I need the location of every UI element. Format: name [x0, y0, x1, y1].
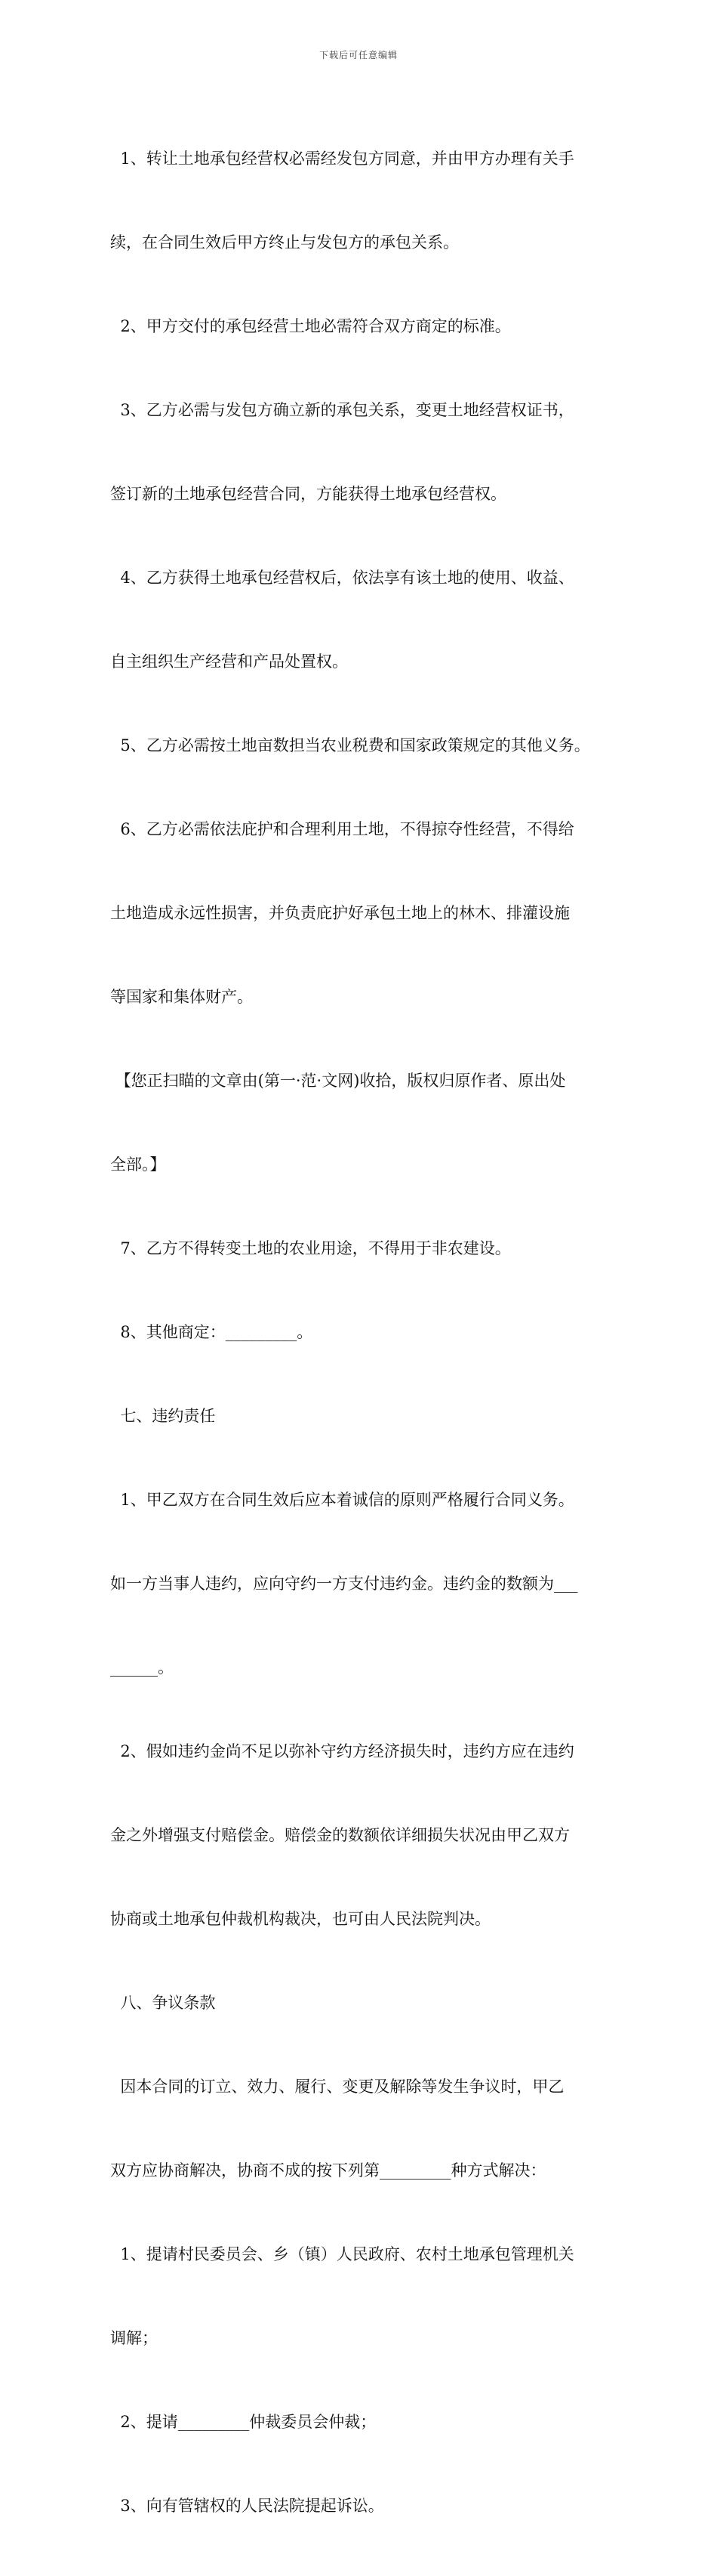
- text-line: 2、甲方交付的承包经营土地必需符合双方商定的标准。: [110, 317, 511, 335]
- text-line: 自主组织生产经营和产品处置权。: [110, 652, 348, 671]
- text-line: 双方应协商解决，协商不成的按下列第_________种方式解决：: [110, 2161, 546, 2180]
- text-line: 【您正扫瞄的文章由(第一·范·文网)收拾，版权归原作者、原出处: [110, 1072, 566, 1090]
- text-line: 6、乙方必需依法庇护和合理利用土地，不得掠夺性经营，不得给: [110, 820, 574, 838]
- text-line: 金之外增强支付赔偿金。赔偿金的数额依详细损失状况由甲乙双方: [110, 1826, 570, 1844]
- text-line: ______。: [110, 1658, 174, 1677]
- text-line: 签订新的土地承包经营合同，方能获得土地承包经营权。: [110, 485, 506, 503]
- text-line: 如一方当事人违约，应向守约一方支付违约金。违约金的数额为___: [110, 1575, 578, 1593]
- section-heading: 八、争议条款: [110, 1994, 216, 2012]
- document-body: [110, 89, 614, 2576]
- text-line: 8、其他商定：_________。: [110, 1323, 313, 1341]
- text-line: 因本合同的订立、效力、履行、变更及解除等发生争议时，甲乙: [110, 2078, 565, 2096]
- page-header: 下载后可任意编辑: [318, 50, 398, 60]
- text-line: 土地造成永远性损害，并负责庇护好承包土地上的林木、排灌设施: [110, 904, 570, 922]
- text-line: 5、乙方必需按土地亩数担当农业税费和国家政策规定的其他义务。: [110, 736, 590, 754]
- text-line: 续，在合同生效后甲方终止与发包方的承包关系。: [110, 233, 459, 251]
- text-line: 2、假如违约金尚不足以弥补守约方经济损失时，违约方应在违约: [110, 1742, 574, 1760]
- text-line: 3、乙方必需与发包方确立新的承包关系，变更土地经营权证书，: [110, 401, 574, 419]
- section-heading: 七、违约责任: [110, 1407, 216, 1425]
- text-line: 2、提请_________仲裁委员会仲裁；: [110, 2413, 377, 2431]
- text-line: 1、甲乙双方在合同生效后应本着诚信的原则严格履行合同义务。: [110, 1491, 574, 1509]
- text-line: 1、转让土地承包经营权必需经发包方同意，并由甲方办理有关手: [110, 150, 574, 168]
- text-line: 调解；: [110, 2329, 158, 2347]
- text-line: 4、乙方获得土地承包经营权后，依法享有该土地的使用、收益、: [110, 569, 574, 587]
- text-line: 1、提请村民委员会、乡（镇）人民政府、农村土地承包管理机关: [110, 2245, 574, 2263]
- text-line: 等国家和集体财产。: [110, 988, 253, 1006]
- text-line: 全部。】: [110, 1155, 166, 1174]
- text-line: 协商或土地承包仲裁机构裁决，也可由人民法院判决。: [110, 1910, 491, 1928]
- text-line: 3、向有管辖权的人民法院提起诉讼。: [110, 2497, 384, 2515]
- text-line: 7、乙方不得转变土地的农业用途，不得用于非农建设。: [110, 1239, 511, 1257]
